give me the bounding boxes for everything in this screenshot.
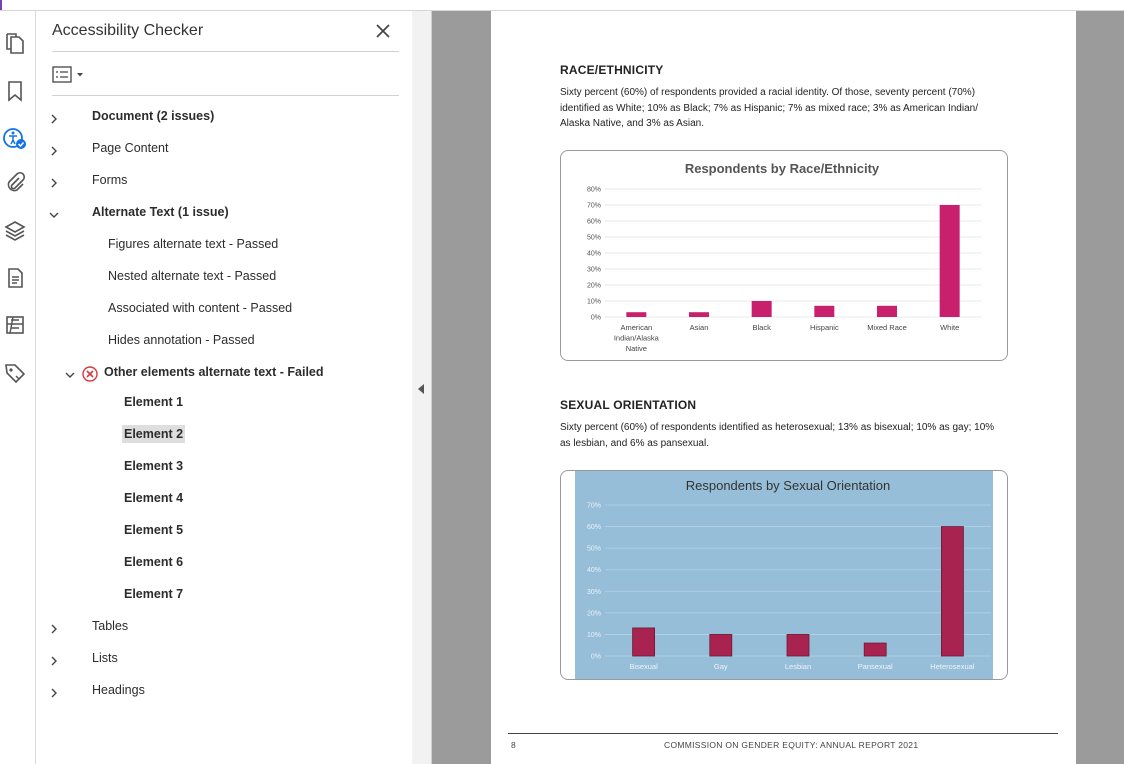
race-paragraph: Sixty percent (60%) of respondents provided a racial identity. Of those, seventy percent (70%) identified as White; 10% as Black; 7% as Hispanic; 7% as mixed race; 3% as American Indian/ Alaska Native, and 3% as Asian. bbox=[560, 87, 978, 129]
section-headings[interactable]: Headings bbox=[92, 683, 145, 697]
y-tick-label: 60% bbox=[586, 524, 601, 532]
x-tick-label: Lesbian bbox=[784, 662, 812, 671]
tags-icon[interactable] bbox=[3, 361, 27, 385]
x-tick-label: American bbox=[620, 323, 653, 332]
attachment-icon[interactable] bbox=[3, 171, 27, 195]
divider bbox=[52, 95, 399, 96]
chevron-right-icon[interactable] bbox=[48, 144, 60, 156]
list-options-icon bbox=[52, 65, 88, 85]
document-viewer[interactable] bbox=[432, 11, 1124, 764]
chart-title: Respondents by Race/Ethnicity bbox=[684, 161, 880, 176]
x-tick-label: Pansexual bbox=[857, 662, 893, 671]
y-tick-label: 60% bbox=[586, 218, 601, 226]
failed-element-item-selected[interactable] bbox=[122, 422, 185, 446]
x-tick-label: Indian/Alaska bbox=[613, 333, 659, 343]
failed-element-item[interactable]: Element 3 bbox=[124, 459, 184, 473]
y-tick-label: 20% bbox=[586, 610, 601, 618]
panel-collapse-handle[interactable] bbox=[412, 11, 432, 764]
section-tables[interactable]: Tables bbox=[92, 619, 129, 633]
panel-title: Accessibility Checker bbox=[52, 22, 204, 39]
y-tick-label: 80% bbox=[586, 186, 601, 194]
bar bbox=[814, 306, 834, 317]
y-tick-label: 20% bbox=[586, 282, 601, 290]
footer-title: COMMISSION ON GENDER EQUITY: ANNUAL REPORT 2021 bbox=[664, 740, 919, 750]
bar bbox=[787, 634, 809, 656]
section-alternate-text[interactable]: Alternate Text (1 issue) bbox=[92, 205, 229, 219]
orientation-heading: SEXUAL ORIENTATION bbox=[560, 398, 697, 412]
chevron-right-icon[interactable] bbox=[48, 622, 60, 634]
bar bbox=[864, 643, 886, 656]
rule-hides-annotation[interactable]: Hides annotation - Passed bbox=[108, 333, 255, 347]
rule-other-elements-alt-text[interactable]: Other elements alternate text - Failed bbox=[104, 365, 324, 379]
orientation-chart bbox=[561, 471, 1007, 679]
race-heading: RACE/ETHNICITY bbox=[560, 63, 664, 77]
x-tick-label: Black bbox=[752, 323, 771, 332]
y-tick-label: 50% bbox=[586, 234, 601, 242]
content-icon[interactable] bbox=[3, 266, 27, 290]
section-lists[interactable]: Lists bbox=[92, 651, 118, 665]
bar bbox=[710, 634, 732, 656]
chevron-right-icon[interactable] bbox=[48, 112, 60, 124]
close-panel-button[interactable] bbox=[373, 21, 393, 41]
x-tick-label: Hispanic bbox=[809, 323, 839, 332]
rule-associated-with-content[interactable]: Associated with content - Passed bbox=[108, 301, 293, 315]
tool-rail bbox=[0, 11, 36, 764]
chart-title: Respondents by Sexual Orientation bbox=[685, 478, 891, 493]
chevron-down-icon[interactable] bbox=[48, 208, 60, 220]
y-tick-label: 30% bbox=[586, 588, 601, 596]
failed-element-item[interactable]: Element 5 bbox=[124, 523, 184, 537]
chevron-right-icon[interactable] bbox=[48, 176, 60, 188]
race-chart bbox=[561, 151, 1007, 360]
y-tick-label: 50% bbox=[586, 545, 601, 553]
x-tick-label: Bisexual bbox=[629, 662, 658, 671]
y-tick-label: 10% bbox=[586, 298, 601, 306]
orientation-paragraph: Sixty percent (60%) of respondents identified as heterosexual; 13% as bisexual; 10% as gay; 10% as lesbian, and 6% as pansexual. bbox=[560, 422, 995, 449]
tags-tree-icon[interactable] bbox=[3, 313, 27, 337]
bar bbox=[633, 628, 655, 656]
x-tick-label: Native bbox=[625, 344, 647, 353]
y-tick-label: 0% bbox=[590, 653, 601, 661]
failed-element-item[interactable]: Element 7 bbox=[124, 587, 184, 601]
chevron-right-icon[interactable] bbox=[48, 654, 60, 666]
footer-rule bbox=[508, 733, 1058, 734]
bar bbox=[752, 301, 772, 317]
y-tick-label: 30% bbox=[586, 266, 601, 274]
collapse-arrow-icon bbox=[418, 384, 424, 394]
failed-element-item[interactable]: Element 6 bbox=[124, 555, 184, 569]
x-tick-label: White bbox=[940, 323, 960, 332]
layers-icon[interactable] bbox=[3, 219, 27, 243]
bar bbox=[689, 312, 709, 317]
bookmark-icon[interactable] bbox=[3, 79, 27, 103]
window-accent bbox=[0, 0, 2, 10]
bar bbox=[941, 527, 963, 656]
bar bbox=[626, 312, 646, 317]
section-document[interactable]: Document (2 issues) bbox=[92, 109, 215, 123]
close-icon bbox=[373, 21, 393, 41]
accessibility-checker-panel bbox=[36, 11, 413, 764]
race-chart-frame bbox=[560, 150, 1008, 361]
section-forms[interactable]: Forms bbox=[92, 173, 128, 187]
failed-icon bbox=[82, 366, 98, 382]
chevron-right-icon[interactable] bbox=[48, 686, 60, 698]
viewer-margin bbox=[1076, 11, 1124, 764]
rule-figures-alt-text[interactable]: Figures alternate text - Passed bbox=[108, 237, 279, 251]
y-tick-label: 0% bbox=[590, 314, 601, 322]
x-tick-label: Mixed Race bbox=[867, 323, 907, 332]
pdf-page bbox=[491, 11, 1076, 764]
failed-element-item[interactable]: Element 1 bbox=[124, 395, 184, 409]
orientation-chart-frame bbox=[560, 470, 1008, 680]
options-menu-button[interactable] bbox=[52, 65, 88, 85]
chevron-down-icon[interactable] bbox=[64, 368, 76, 380]
pages-icon[interactable] bbox=[3, 32, 27, 56]
x-tick-label: Gay bbox=[713, 662, 728, 671]
y-tick-label: 40% bbox=[586, 567, 601, 575]
bar bbox=[940, 205, 960, 317]
y-tick-label: 40% bbox=[586, 250, 601, 258]
page-number: 8 bbox=[511, 740, 517, 750]
x-tick-label: Heterosexual bbox=[930, 662, 975, 671]
failed-element-item[interactable]: Element 4 bbox=[124, 491, 184, 505]
divider bbox=[52, 51, 399, 52]
x-tick-label: Asian bbox=[689, 323, 709, 332]
rule-nested-alt-text[interactable]: Nested alternate text - Passed bbox=[108, 269, 277, 283]
accessibility-icon[interactable] bbox=[3, 126, 27, 150]
y-tick-label: 70% bbox=[586, 502, 601, 510]
bar bbox=[877, 306, 897, 317]
y-tick-label: 10% bbox=[586, 631, 601, 639]
top-bar bbox=[0, 0, 1124, 11]
selected-element-label: Element 2 bbox=[124, 427, 184, 441]
section-page-content[interactable]: Page Content bbox=[92, 141, 169, 155]
y-tick-label: 70% bbox=[586, 202, 601, 210]
